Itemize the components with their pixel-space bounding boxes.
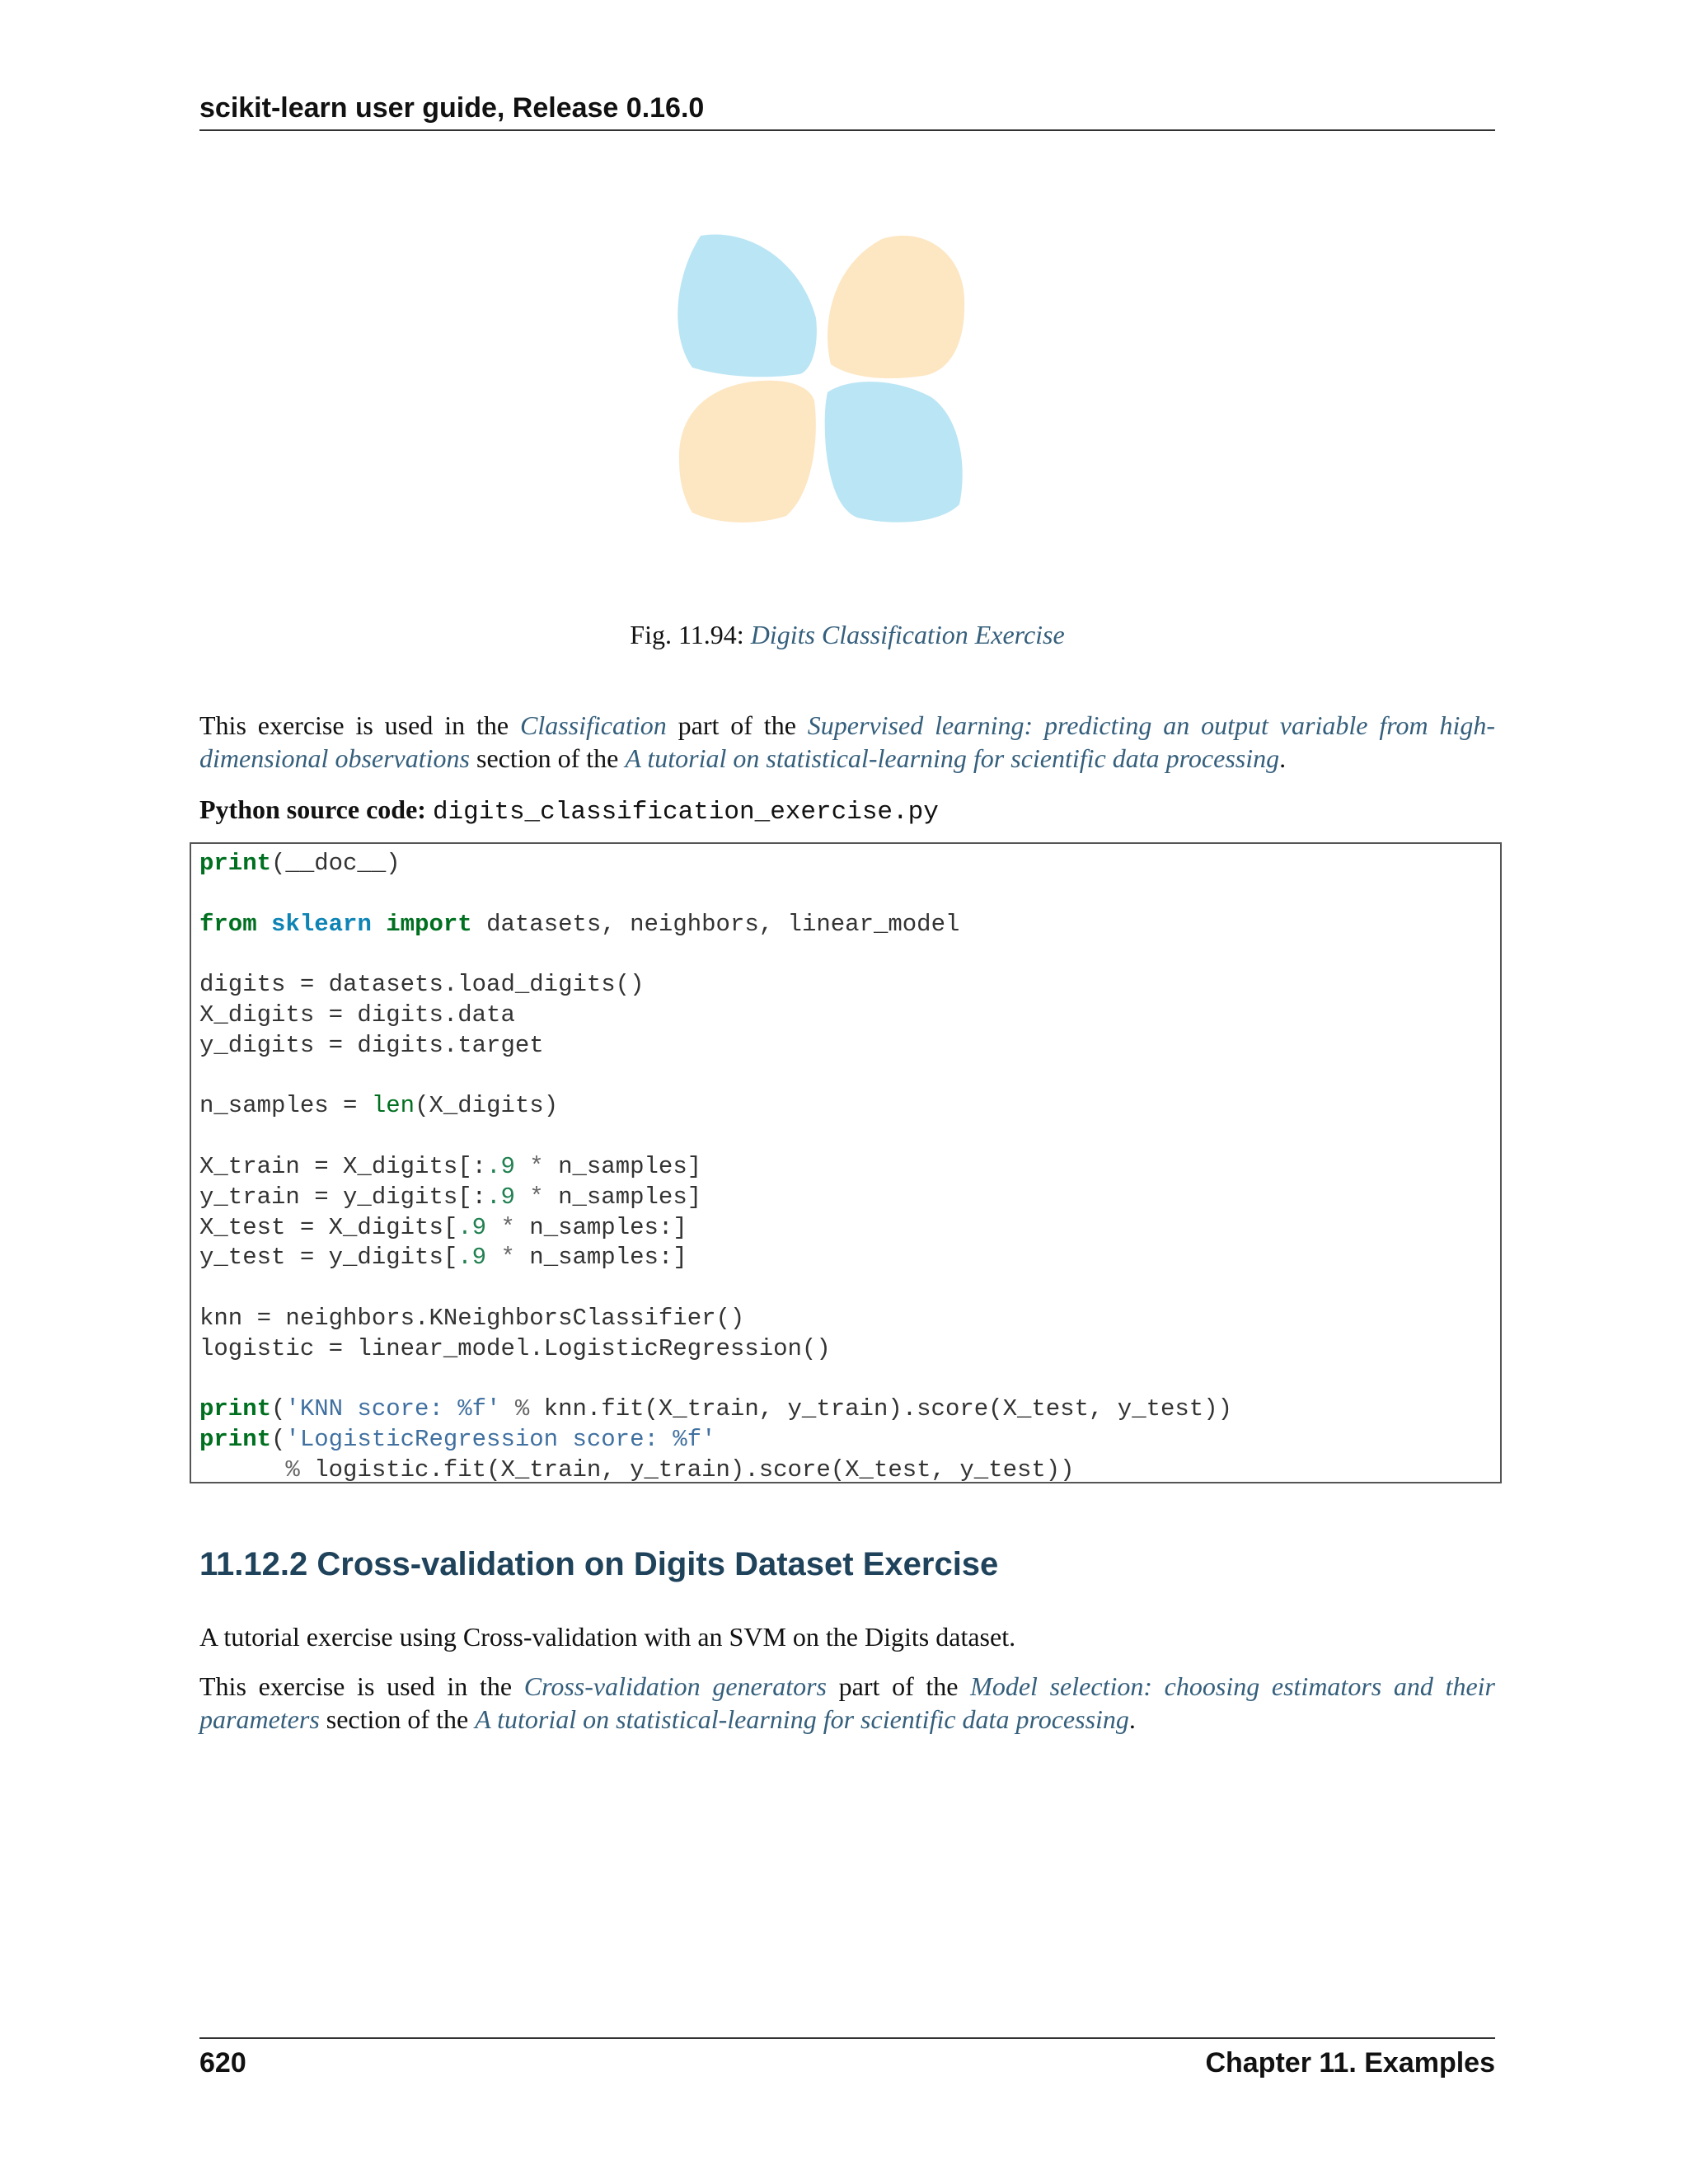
intro-text-2: part of the <box>666 710 808 740</box>
intro-text-3: section of the <box>469 743 626 773</box>
cross-validation-link[interactable]: Cross-validation generators <box>523 1671 827 1701</box>
source-filename: digits_classification_exercise.py <box>432 798 939 827</box>
running-header <box>199 92 1495 131</box>
page-number: 620 <box>199 2047 246 2079</box>
source-label: Python source code: <box>199 794 426 824</box>
section-paragraph-1 <box>199 1620 1495 1653</box>
region-top-left <box>678 235 817 377</box>
section-text-1: This exercise is used in the <box>199 1671 524 1701</box>
page-footer <box>199 2037 1495 2079</box>
region-bottom-right <box>825 382 963 522</box>
intro-text-4: . <box>1279 743 1287 773</box>
section-heading <box>199 1546 1495 1583</box>
caption-prefix: Fig. 11.94: <box>630 620 751 649</box>
section-text: A tutorial exercise using Cross-validation with an SVM on the Digits dataset. <box>199 1622 1016 1652</box>
region-top-right <box>828 236 964 378</box>
header-title: scikit-learn user guide, Release 0.16.0 <box>199 92 705 124</box>
model-selection-link[interactable]: Model selection: choosing estimators and their parameters <box>199 1671 1495 1734</box>
section-title: 11.12.2 Cross-validation on Digits Dataset Exercise <box>199 1546 999 1582</box>
figure-image <box>676 232 966 523</box>
section-text-2: part of the <box>826 1671 971 1701</box>
figure-caption <box>199 620 1495 650</box>
tutorial-link[interactable]: A tutorial on statistical-learning for scientific data processing <box>625 743 1280 773</box>
region-bottom-left <box>679 381 816 523</box>
intro-paragraph <box>199 709 1495 775</box>
source-code-line <box>199 793 1495 829</box>
classification-link[interactable]: Classification <box>519 710 667 740</box>
intro-text-1: This exercise is used in the <box>199 710 520 740</box>
caption-link[interactable]: Digits Classification Exercise <box>750 620 1065 649</box>
chapter-label: Chapter 11. Examples <box>1205 2047 1495 2079</box>
tutorial-link-2[interactable]: A tutorial on statistical-learning for scientific data processing <box>475 1704 1129 1734</box>
code-listing: print(__doc__) from sklearn import datasets, neighbors, linear_model digits = datasets.load_digits() X_digits = digits.data y_digits = digits.target n_samples = len(X_digits) X_train = X_digits[:.9 * n_samples] y_train = y_digits[:.9 * n_samples] X_test = X_digits[.9 * n_samples:] y_test = y_digits[.9 * n_samples:] knn = neighbors.KNeighborsClassifier() logistic = linear_model.LogisticRegression() print('KNN score: %f' % knn.fit(X_train, y_train).score(X_test, y_test)) print('LogisticRegression score: %f' % logistic.fit(X_train, y_train).score(X_test, y_test)) <box>199 850 1233 1483</box>
section-text-3: section of the <box>319 1704 476 1734</box>
decision-boundary-figure <box>676 232 966 523</box>
code-block <box>190 842 1502 1483</box>
section-paragraph-2 <box>199 1670 1495 1736</box>
supervised-learning-link[interactable]: Supervised learning: predicting an output variable from high-dimensional observations <box>199 710 1496 773</box>
section-text-4: . <box>1128 1704 1136 1734</box>
